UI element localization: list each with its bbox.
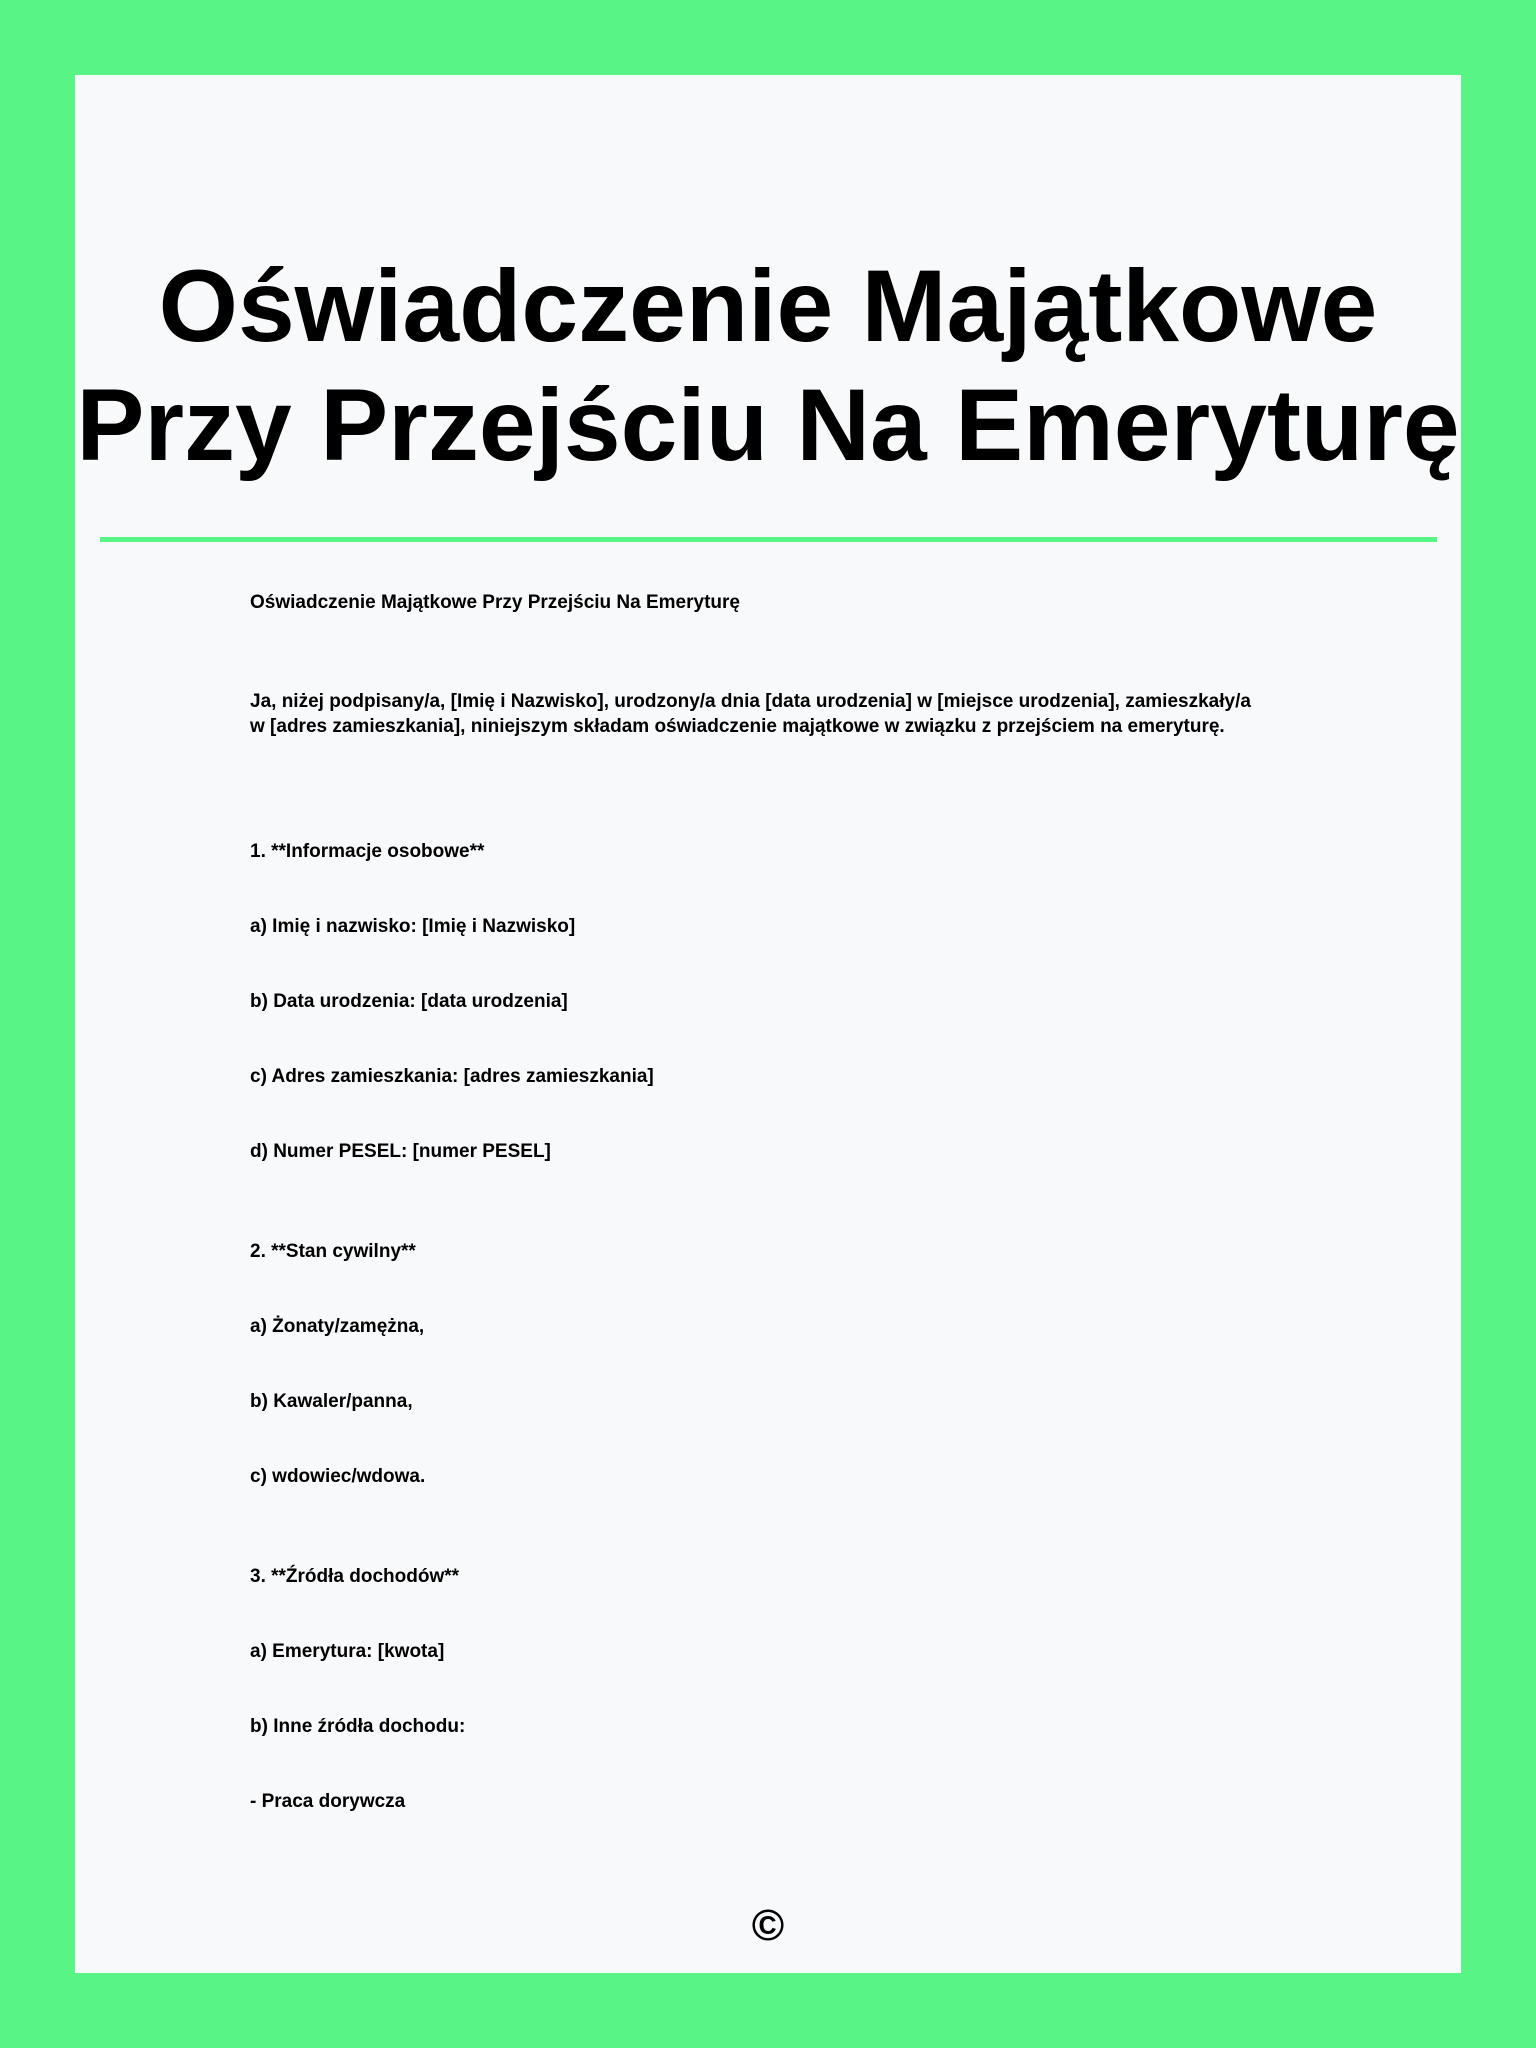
intro-paragraph: Ja, niżej podpisany/a, [Imię i Nazwisko], urodzony/a dnia [data urodzenia] w [miejsce urodzenia], zamieszkały/a w [adres zamieszkania], niniejszym składam oświadczenie majątkowe w związku z przejściem na emeryturę. xyxy=(250,691,1251,737)
section-heading-personal-info: 1. **Informacje osobowe** xyxy=(250,841,485,862)
list-item: b) Data urodzenia: [data urodzenia] xyxy=(250,991,568,1012)
document-title: Oświadczenie Majątkowe Przy Przejściu Na Emeryturę xyxy=(76,249,1460,482)
copyright-icon: © xyxy=(751,1901,785,1950)
list-item: b) Inne źródła dochodu: xyxy=(250,1716,466,1737)
document-page xyxy=(75,75,1461,1973)
section-heading-income-sources: 3. **Źródła dochodów** xyxy=(250,1566,460,1587)
list-item: c) wdowiec/wdowa. xyxy=(250,1466,426,1487)
list-item: a) Żonaty/zamężna, xyxy=(250,1316,425,1337)
title-divider xyxy=(100,537,1437,542)
list-item: c) Adres zamieszkania: [adres zamieszkania] xyxy=(250,1066,654,1087)
list-item: a) Imię i nazwisko: [Imię i Nazwisko] xyxy=(250,916,576,937)
document-subtitle: Oświadczenie Majątkowe Przy Przejściu Na Emeryturę xyxy=(250,592,740,613)
list-item: - Praca dorywcza xyxy=(250,1791,406,1812)
list-item: a) Emerytura: [kwota] xyxy=(250,1641,445,1662)
section-heading-marital-status: 2. **Stan cywilny** xyxy=(250,1241,416,1262)
list-item: d) Numer PESEL: [numer PESEL] xyxy=(250,1141,551,1162)
list-item: b) Kawaler/panna, xyxy=(250,1391,413,1412)
